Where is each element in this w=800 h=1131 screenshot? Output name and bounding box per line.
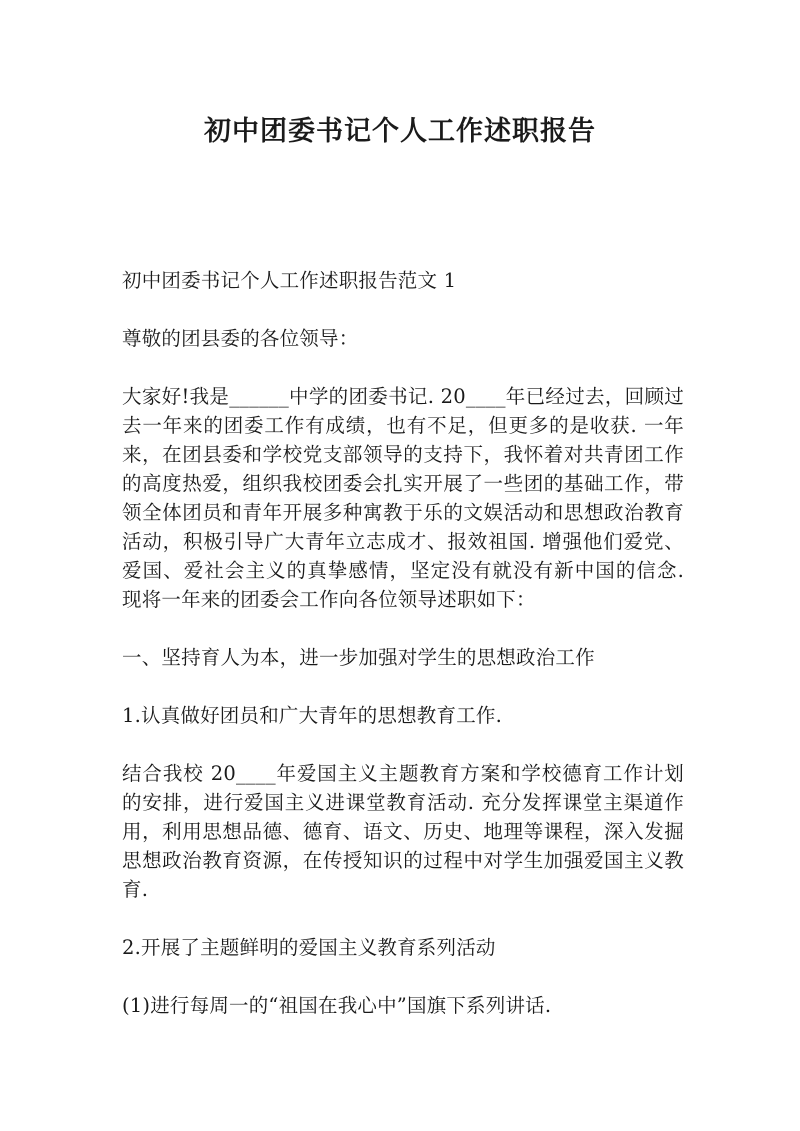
subtitle-paragraph: 初中团委书记个人工作述职报告范文 1 [122, 269, 457, 292]
body-paragraph: 结合我校 20____年爱国主义主题教育方案和学校德育工作计划的安排，进行爱国主义进课堂教育活动. 充分发挥课堂主渠道作用，利用思想品德、德育、语文、历史、地理等课程，深入发掘思想政治教育资源，在传授知识的过程中对学生加强爱国主义教育. [122, 762, 684, 901]
subsection-heading-2: 2.开展了主题鲜明的爱国主义教育系列活动 [122, 936, 496, 959]
section-heading-1: 一、坚持育人为本，进一步加强对学生的思想政治工作 [122, 646, 595, 669]
salutation-paragraph: 尊敬的团县委的各位领导： [122, 327, 359, 350]
document-body [122, 266, 684, 1049]
subsection-heading-1: 1.认真做好团员和广大青年的思想教育工作. [122, 704, 503, 727]
document-title: 初中团委书记个人工作述职报告 [204, 116, 596, 147]
list-item-paragraph: (1)进行每周一的“祖国在我心中”国旗下系列讲话. [122, 994, 552, 1017]
intro-paragraph: 大家好!我是______中学的团委书记. 20____年已经过去，回顾过去一年来的团委工作有成绩，也有不足，但更多的是收获. 一年来，在团县委和学校党支部领导的支持下，我怀着对共青团工作的高度热爱，组织我校团委会扎实开展了一些团的基础工作，带领全体团员和青年开展多种寓教于乐的文娱活动和思想政治教育活动，积极引导广大青年立志成才、报效祖国. 增强他们爱党、爱国、爱社会主义的真挚感情，坚定没有就没有新中国的信念. 现将一年来的团委会工作向各位领导述职如下： [122, 385, 684, 611]
